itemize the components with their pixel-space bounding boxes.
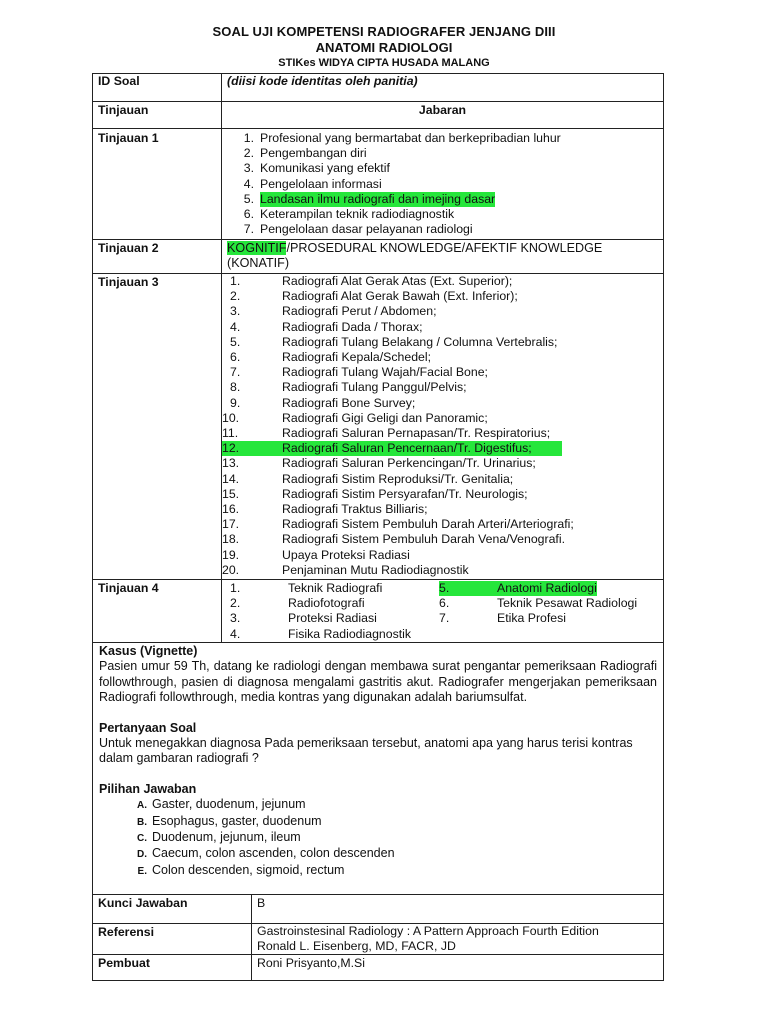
list-item: 2. Radiofotografi: [230, 596, 365, 611]
answer-option: B. Esophagus, gaster, duodenum: [137, 813, 322, 828]
institution-name: STIKes WIDYA CIPTA HUSADA MALANG: [278, 57, 490, 69]
list-item: 6. Teknik Pesawat Radiologi: [439, 596, 638, 611]
answer-option: C. Duodenum, jejunum, ileum: [137, 830, 301, 845]
list-item: 4. Radiografi Dada / Thorax;: [230, 319, 423, 334]
id-soal-label: ID Soal: [92, 73, 222, 102]
list-item: 11. Radiografi Saluran Pernapasan/Tr. Respiratorius;: [222, 426, 551, 441]
tinjauan1-list: [222, 131, 658, 237]
pertanyaan-text: Untuk menegakkan diagnosa Pada pemeriksaan tersebut, anatomi apa yang harus terisi kontras dalam gambaran radiografi ?: [99, 736, 633, 766]
id-soal-value: (diisi kode identitas oleh panitia): [221, 73, 664, 102]
list-item: 15. Radiografi Sistim Persyarafan/Tr. Neurologis;: [222, 486, 528, 501]
doc-subtitle: ANATOMI RADIOLOGI: [315, 40, 453, 55]
kunci-label: Kunci Jawaban: [92, 894, 252, 924]
tinjauan2-label: Tinjauan 2: [92, 239, 222, 274]
answer-option: A. Gaster, duodenum, jejunum: [137, 797, 306, 812]
kognitif-highlight: KOGNITIF: [227, 241, 287, 255]
list-item: 18. Radiografi Sistem Pembuluh Darah Vena/Venografi.: [222, 532, 565, 547]
list-item: 8. Radiografi Tulang Panggul/Pelvis;: [230, 380, 467, 395]
list-item: 1. Radiografi Alat Gerak Atas (Ext. Superior);: [230, 274, 513, 288]
referensi-line2: Ronald L. Eisenberg, MD, FACR, JD: [257, 939, 456, 954]
pilihan-title: Pilihan Jawaban: [99, 781, 197, 796]
tinjauan4-list-right: [439, 581, 637, 642]
list-item: 7. Radiografi Tulang Wajah/Facial Bone;: [230, 365, 488, 380]
tinjauan4-list-left: [230, 581, 439, 642]
list-item: 20. Penjaminan Mutu Radiodiagnostik: [222, 562, 469, 577]
answer-option: E. Colon descenden, sigmoid, rectum: [137, 862, 345, 877]
tinjauan-head-label: Tinjauan: [92, 101, 222, 129]
list-item: 7. Etika Profesi: [439, 611, 567, 626]
list-item: 3. Radiografi Perut / Abdomen;: [230, 304, 437, 319]
list-item: 4. Fisika Radiodiagnostik: [230, 626, 412, 641]
list-item: 13. Radiografi Saluran Perkencingan/Tr. Urinarius;: [222, 456, 536, 471]
list-item-highlighted: 5. Anatomi Radiologi: [439, 581, 597, 595]
tinjauan2-value: [221, 239, 664, 274]
list-item: 7. Pengelolaan dasar pelayanan radiologi: [243, 222, 473, 237]
tinjauan2-text: /PROSEDURAL KNOWLEDGE/AFEKTIF KNOWLEDGE (KONATIF): [227, 241, 603, 270]
vignette-cell: [92, 642, 664, 895]
tinjauan4-label: Tinjauan 4: [92, 579, 222, 643]
answer-options: [99, 797, 657, 879]
tinjauan3-label: Tinjauan 3: [92, 273, 222, 580]
kasus-text: Pasien umur 59 Th, datang ke radiologi dengan membawa surat pengantar pemeriksaan Radiografi followthrough, pasien di diagnosa mengalami gastritis akut. Radiografer mengerjakan pemeriksaan Radiografi followthrough, media kontras yang digunakan adalah bariumsulfat.: [99, 659, 657, 705]
referensi-label: Referensi: [92, 923, 252, 955]
pembuat-value: Roni Prisyanto,M.Si: [251, 954, 664, 981]
list-item: 19. Upaya Proteksi Radiasi: [222, 547, 410, 562]
list-item: 5. Radiografi Tulang Belakang / Columna Vertebralis;: [230, 334, 558, 349]
list-item: 1. Profesional yang bermartabat dan berkepribadian luhur: [243, 131, 561, 145]
doc-title: SOAL UJI KOMPETENSI RADIOGRAFER JENJANG DIII: [212, 24, 556, 39]
list-item: 9. Radiografi Bone Survey;: [230, 395, 416, 410]
referensi-line1: Gastroinstesinal Radiology : A Pattern Approach Fourth Edition: [257, 924, 599, 938]
kunci-value: B: [251, 894, 664, 924]
question-table: [92, 73, 664, 981]
list-item: 2. Radiografi Alat Gerak Bawah (Ext. Inferior);: [230, 289, 518, 304]
list-item: 4. Pengelolaan informasi: [243, 176, 382, 191]
tinjauan-head-value: Jabaran: [221, 101, 664, 129]
list-item: 6. Radiografi Kepala/Schedel;: [230, 350, 432, 365]
tinjauan4-lists-cell: [221, 579, 664, 643]
list-item: 2. Pengembangan diri: [243, 146, 367, 161]
list-item: 1. Teknik Radiografi: [230, 581, 383, 595]
pembuat-label: Pembuat: [92, 954, 252, 981]
list-item-highlighted: 12. Radiografi Saluran Pencernaan/Tr. Digestifus;: [222, 441, 562, 456]
list-item: 17. Radiografi Sistem Pembuluh Darah Arteri/Arteriografi;: [222, 517, 574, 532]
list-item-highlighted: 5. Landasan ilmu radiografi dan imejing dasar: [243, 191, 496, 206]
answer-option: D. Caecum, colon ascenden, colon descenden: [137, 846, 395, 861]
pertanyaan-title: Pertanyaan Soal: [99, 720, 197, 735]
list-item: 3. Komunikasi yang efektif: [243, 161, 390, 176]
list-item: 3. Proteksi Radiasi: [230, 611, 377, 626]
referensi-value: [251, 923, 664, 955]
tinjauan3-list-cell: [221, 273, 664, 580]
list-item: 16. Radiografi Traktus Billiaris;: [222, 502, 428, 517]
tinjauan1-label: Tinjauan 1: [92, 128, 222, 240]
tinjauan3-list: [222, 274, 658, 578]
tinjauan1-list-cell: [221, 128, 664, 240]
list-item: 14. Radiografi Sistim Reproduksi/Tr. Genitalia;: [222, 471, 514, 486]
list-item: 6. Keterampilan teknik radiodiagnostik: [243, 207, 455, 222]
list-item: 10. Radiografi Gigi Geligi dan Panoramic;: [222, 410, 488, 425]
kasus-title: Kasus (Vignette): [99, 644, 198, 658]
